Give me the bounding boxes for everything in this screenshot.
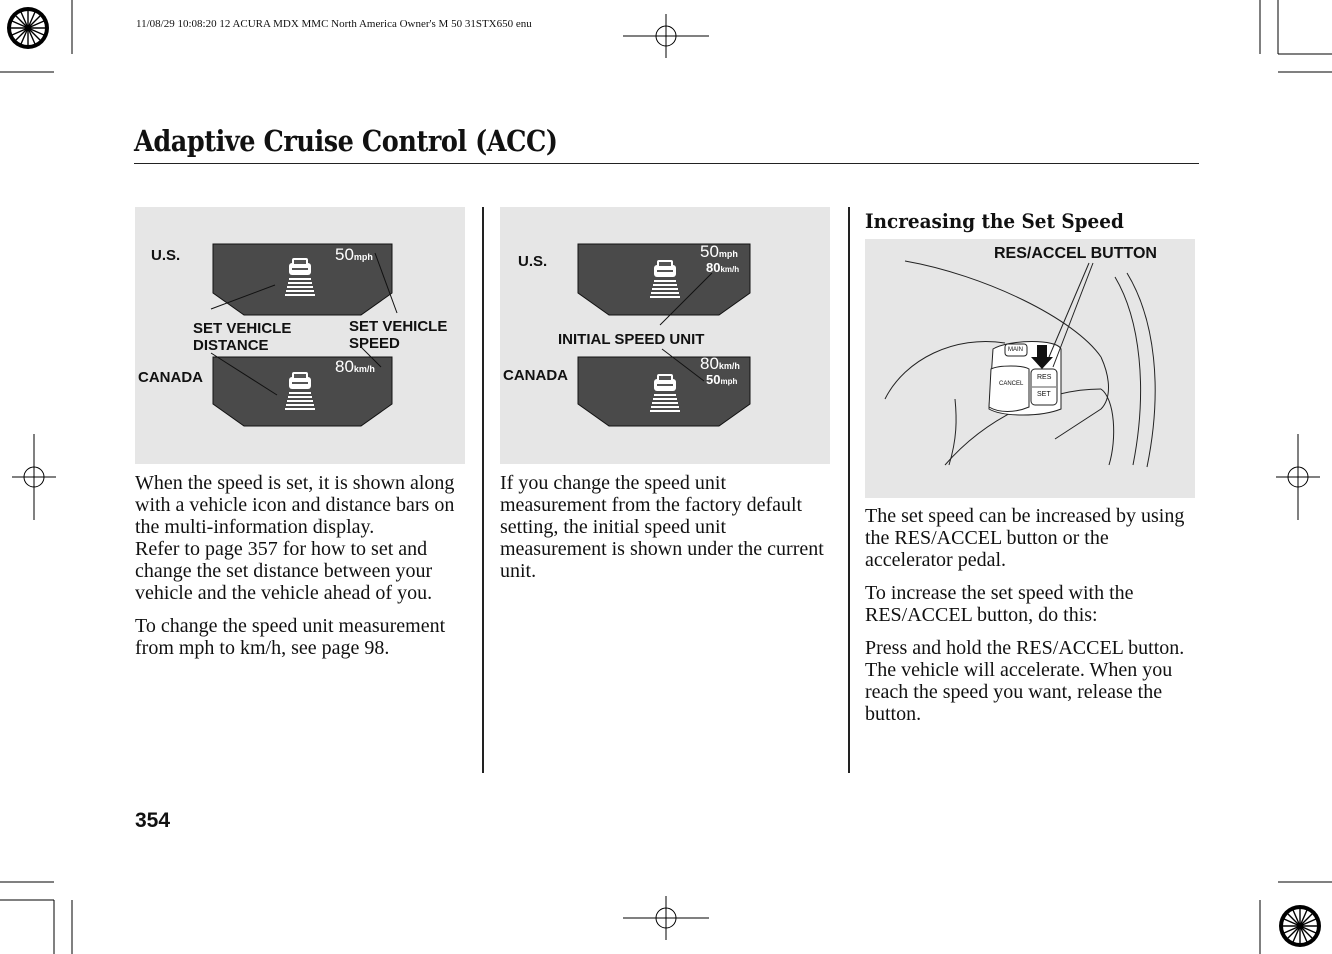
col3-paragraph-1: The set speed can be increased by using the RES/ACCEL button or the accelerator pedal.: [865, 505, 1185, 571]
label-set-speed-line2: SPEED: [349, 335, 400, 352]
res-button-icon: RES: [1037, 374, 1052, 381]
display-figure-set-speed: [135, 207, 465, 464]
label-canada-2: CANADA: [503, 367, 568, 384]
steering-wheel-illustration: [865, 239, 1195, 498]
page-title: Adaptive Cruise Control (ACC): [134, 124, 558, 158]
cancel-button-icon: CANCEL: [999, 381, 1024, 387]
section-heading: Increasing the Set Speed: [865, 209, 1124, 233]
col3-paragraph-2: To increase the set speed with the RES/ACCEL button, do this:: [865, 582, 1134, 626]
column-3-text: [865, 505, 1199, 736]
col1-paragraph-1: When the speed is set, it is shown along with a vehicle icon and distance bars on the multi-information display.: [135, 472, 455, 538]
column-divider-1: [482, 207, 484, 773]
title-rule: [134, 163, 1199, 164]
label-set-speed-line1: SET VEHICLE: [349, 318, 448, 335]
steering-wheel-figure: [865, 239, 1195, 498]
label-initial-speed-unit: INITIAL SPEED UNIT: [558, 331, 705, 348]
display-figure-initial-unit: [500, 207, 830, 464]
col3-paragraph-3: Press and hold the RES/ACCEL button. The vehicle will accelerate. When you reach the speed you want, release the button.: [865, 637, 1185, 725]
col1-paragraph-3: To change the speed unit measurement from mph to km/h, see page 98.: [135, 615, 446, 659]
display-illustration: [135, 207, 465, 464]
col1-paragraph-2: Refer to page 357 for how to set and change the set distance between your vehicle and the vehicle ahead of you.: [135, 538, 433, 604]
label-res-accel-button: RES/ACCEL BUTTON: [994, 245, 1157, 262]
label-us: U.S.: [151, 247, 181, 264]
column-1-text: [135, 472, 469, 670]
label-set-distance-line1: SET VEHICLE: [193, 320, 292, 337]
display-us-speed-2: 50mph 80km/h: [700, 242, 740, 275]
display-canada-speed-2: 80km/h 50mph: [700, 354, 740, 387]
page-number: 354: [135, 809, 171, 832]
column-2-text: [500, 472, 830, 593]
print-meta: 11/08/29 10:08:20 12 ACURA MDX MMC North America Owner's M 50 31STX650 enu: [136, 18, 532, 30]
col2-paragraph-1: If you change the speed unit measurement from the factory default setting, the initial speed unit measurement is shown under the current unit.: [500, 472, 824, 582]
display-canada-speed: 80km/h: [335, 357, 375, 376]
set-button-icon: SET: [1037, 391, 1051, 398]
label-canada: CANADA: [138, 369, 203, 386]
display-us-speed: 50mph: [335, 245, 373, 264]
column-divider-2: [848, 207, 850, 773]
label-set-distance-line2: DISTANCE: [193, 337, 269, 354]
main-button-icon: MAIN: [1008, 347, 1023, 353]
label-us-2: U.S.: [518, 253, 548, 270]
